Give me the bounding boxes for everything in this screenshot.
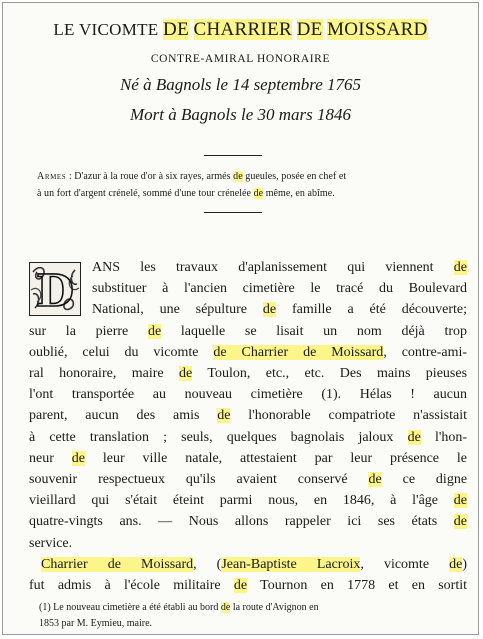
death-line: Mort à Bagnols le 30 mars 1846 [130,105,351,124]
text-run: la route d'Avignon en [232,602,319,613]
text-run [29,299,467,320]
text-run: laquelle se lisait un nom déjà trop [180,323,468,339]
highlight: DE [296,19,323,40]
text-run [29,257,467,278]
highlight: MOISSARD [327,19,428,40]
text-run [29,321,467,342]
highlight: Jean-Baptiste Lacroix [221,556,361,572]
text-run: souvenir respectueux qu'ils avaient conservé [29,472,348,488]
highlight: de [253,188,264,199]
text-run: vieillard qui s'était éteint parmi nous, en 1846, à l'âge [29,493,439,509]
subtitle: CONTRE-AMIRAL HONORAIRE [150,53,331,65]
text-run [29,448,467,469]
highlight: Charrier de Moissard [41,556,194,572]
text-run [29,511,467,532]
text-run: famille a été découverte; [291,302,468,318]
text-run: sur la pierre [29,323,129,339]
text-run: , contre-ami- [383,344,468,360]
divider [204,212,262,213]
highlight: de [147,323,162,339]
highlight: de [179,366,193,382]
highlight: DE [163,19,189,40]
text-run: neur [29,450,54,466]
text-run: l'hon- [434,429,468,445]
highlight: de [407,429,421,445]
highlight: de [449,556,463,572]
text-run: fut admis à l'école militaire [29,578,221,594]
highlight: de [262,302,277,318]
text-run [29,554,467,575]
text-run: quatre-vingts ans. — Nous allons rappeler ici ses états [29,514,438,530]
text-run [29,575,467,596]
text-run [39,600,464,616]
text-run: l'honorable compatriote n'assistait [248,408,468,424]
svg-text:D: D [35,266,75,316]
text-run: Tournon en 1778 et en sortit [260,578,468,594]
footnote [39,600,464,632]
text-run: National, une sépulture [92,302,247,318]
text-run: 1853 par M. Eymieu, maire. [39,618,153,629]
text-run: l'ont transportée au nouveau cimetière (1). Hélas ! aucun [29,387,467,403]
text-run: (1) Le nouveau cimetière a été établi au bord [39,602,219,613]
text-run: service. [29,535,73,551]
highlight: de [71,450,85,466]
text-run: , ( [193,556,222,572]
text-run: oublié, celui du vicomte [29,344,199,360]
text-run [29,363,467,384]
text-run: ) [462,556,468,572]
text-run: parent, aucun des amis [29,408,200,424]
birth-line: Né à Bagnols le 14 septembre 1765 [119,75,362,94]
text-run: ral honoraire, maire [29,366,164,382]
page-title: LE VICOMTE DE CHARRIER DE MOISSARD [53,19,428,40]
document-page [2,2,479,635]
text-run: substituer à l'ancien cimetière le tracé du Boulevard [92,281,467,297]
body-text [29,257,467,596]
text-run: , vicomte [360,556,430,572]
divider [204,155,262,156]
highlight: de [368,472,382,488]
highlight: de [233,578,248,594]
highlight: de [217,408,231,424]
text-run: leur ville natale, attestaient par leur présence le [102,450,467,466]
highlight: de Charrier de Moissard [213,344,384,360]
highlight: CHARRIER [193,19,293,40]
highlight: de [233,171,243,182]
highlight: de [453,493,468,509]
text-run: ANS les travaux d'aplanissement qui viennent [92,260,434,275]
text-run [29,342,467,363]
arms-paragraph: Armes : D'azur à la roue d'or à six rayes, armés de gueules, posée en chef et à un fort d'argent crénelé, sommé d'une tour crénelée de même, en abîme. [37,171,347,199]
highlight: de [453,514,467,530]
text-run [29,427,467,448]
text-run [29,405,467,426]
text-run: ce digne [402,472,468,488]
text-run: à cette translation ; seuls, quelques bagnolais jaloux [29,429,394,445]
text-run [29,490,467,511]
text-run: Toulon, etc., etc. Des mains pieuses [207,366,468,382]
text-run [29,469,467,490]
highlight: de [453,260,467,275]
highlight: de [220,602,231,613]
